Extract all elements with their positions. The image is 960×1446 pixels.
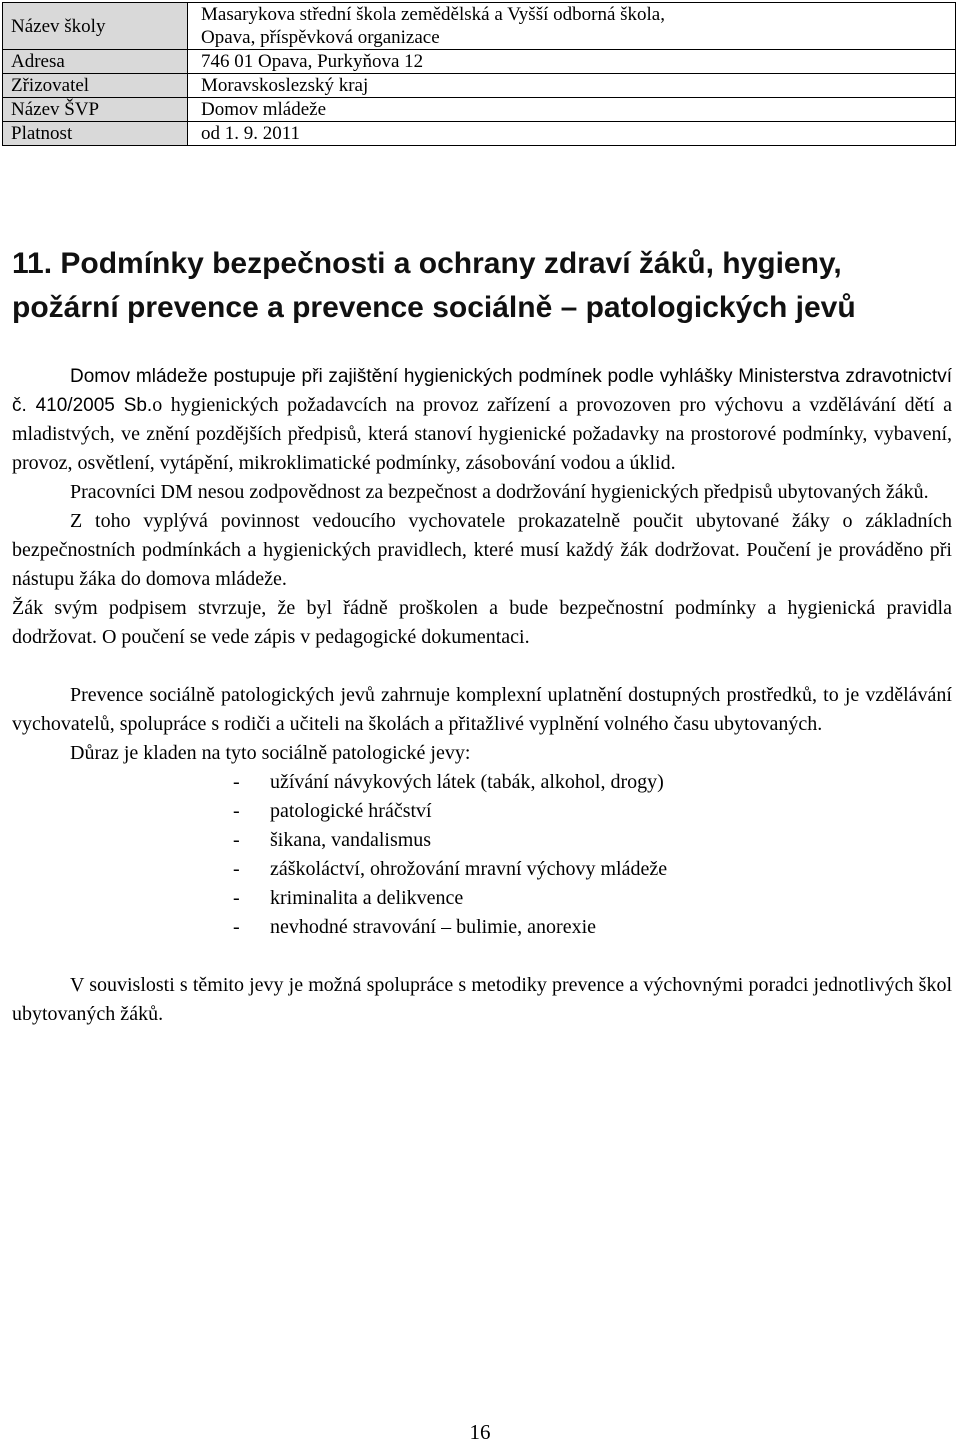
paragraph-cooperation: V souvislosti s těmito jevy je možná spolupráce s metodiky prevence a výchovnými poradci jednotlivých škol ubytovaných žáků. — [12, 974, 952, 1025]
paragraph-responsibility: Pracovníci DM nesou zodpovědnost za bezpečnost a dodržování hygienických předpisů ubytovaných žáků. — [70, 481, 929, 503]
list-dash: - — [233, 771, 240, 793]
school-name-line1: Masarykova střední škola zemědělská a Vyšší odborná škola, — [201, 4, 665, 25]
school-name-label: Název školy — [3, 3, 188, 50]
list-item-text: užívání návykových látek (tabák, alkohol, drogy) — [270, 771, 664, 793]
document-body — [12, 362, 952, 1029]
section-heading — [12, 242, 952, 330]
section-heading-line2: požární prevence a prevence sociálně – patologických jevů — [12, 291, 856, 324]
list-item-text: záškoláctví, ohrožování mravní výchovy mládeže — [270, 858, 668, 880]
list-item — [12, 855, 952, 884]
school-name-value — [188, 3, 956, 50]
list-item — [12, 913, 952, 942]
school-info-table — [2, 2, 956, 146]
list-item-text: nevhodné stravování – bulimie, anorexie — [270, 916, 597, 938]
page-number: 16 — [469, 1420, 491, 1444]
table-row — [3, 3, 956, 50]
table-row — [3, 50, 956, 74]
paragraph-emphasis: Důraz je kladen na tyto sociálně patologické jevy: — [70, 742, 471, 764]
list-item — [12, 884, 952, 913]
list-dash: - — [233, 916, 240, 938]
paragraph-hygiene — [12, 362, 952, 478]
svp-name-label: Název ŠVP — [3, 98, 188, 122]
list-dash: - — [233, 829, 240, 851]
list-dash: - — [233, 858, 240, 880]
paragraph-instruction-duty: Z toho vyplývá povinnost vedoucího vychovatele prokazatelně poučit ubytované žáky o základních bezpečnostních podmínkách a hygienických pravidlech, které musí každý žák dodržovat. Poučení je prováděno při nástupu žáka do domova mládeže. — [12, 510, 952, 590]
table-row — [3, 98, 956, 122]
paragraph-prevention: Prevence sociálně patologických jevů zahrnuje komplexní uplatnění dostupných prostředků, to je vzdělávání vychovatelů, spolupráce s rodiči a učiteli na školách a přitažlivé vyplnění volného času ubytovaných. — [12, 684, 952, 735]
list-dash: - — [233, 887, 240, 909]
school-name-line2: Opava, příspěvková organizace — [201, 27, 440, 48]
paragraph-hygiene-lead: Domov mládeže postupuje při zajištění hygienických podmínek podle vyhlášky Ministerstva zdravotnictví č. 410/2005 Sb. — [12, 366, 952, 416]
section-heading-line1: 11. Podmínky bezpečnosti a ochrany zdraví žáků, hygieny, — [12, 247, 842, 280]
validity-label: Platnost — [3, 122, 188, 146]
list-item — [12, 768, 952, 797]
address-label: Adresa — [3, 50, 188, 74]
list-item — [12, 797, 952, 826]
founder-value: Moravskoslezský kraj — [188, 74, 956, 98]
paragraph-signature — [12, 594, 952, 652]
list-item — [12, 826, 952, 855]
table-row — [3, 74, 956, 98]
address-value: 746 01 Opava, Purkyňova 12 — [188, 50, 956, 74]
list-item-text: patologické hráčství — [270, 800, 432, 822]
table-row — [3, 122, 956, 146]
founder-label: Zřizovatel — [3, 74, 188, 98]
list-item-text: kriminalita a delikvence — [270, 887, 464, 909]
svp-name-value: Domov mládeže — [188, 98, 956, 122]
paragraph-hygiene-rest: o hygienických požadavcích na provoz zařízení a provozoven pro výchovu a vzdělávání dětí a mladistvých, ve znění pozdějších předpisů, která stanoví hygienické požadavky na prostorové podmínky, vybavení, provoz, osvětlení, vytápění, mikroklimatické podmínky, zásobování vodou a úklid. — [12, 394, 952, 474]
list-dash: - — [233, 800, 240, 822]
paragraph-signature-text: Žák svým podpisem stvrzuje, že byl řádně proškolen a bude bezpečnostní podmínky a hygienická pravidla dodržovat. O poučení se vede zápis v pedagogické dokumentaci. — [12, 597, 952, 648]
list-item-text: šikana, vandalismus — [270, 829, 432, 851]
validity-value: od 1. 9. 2011 — [188, 122, 956, 146]
pathology-list — [12, 768, 952, 942]
